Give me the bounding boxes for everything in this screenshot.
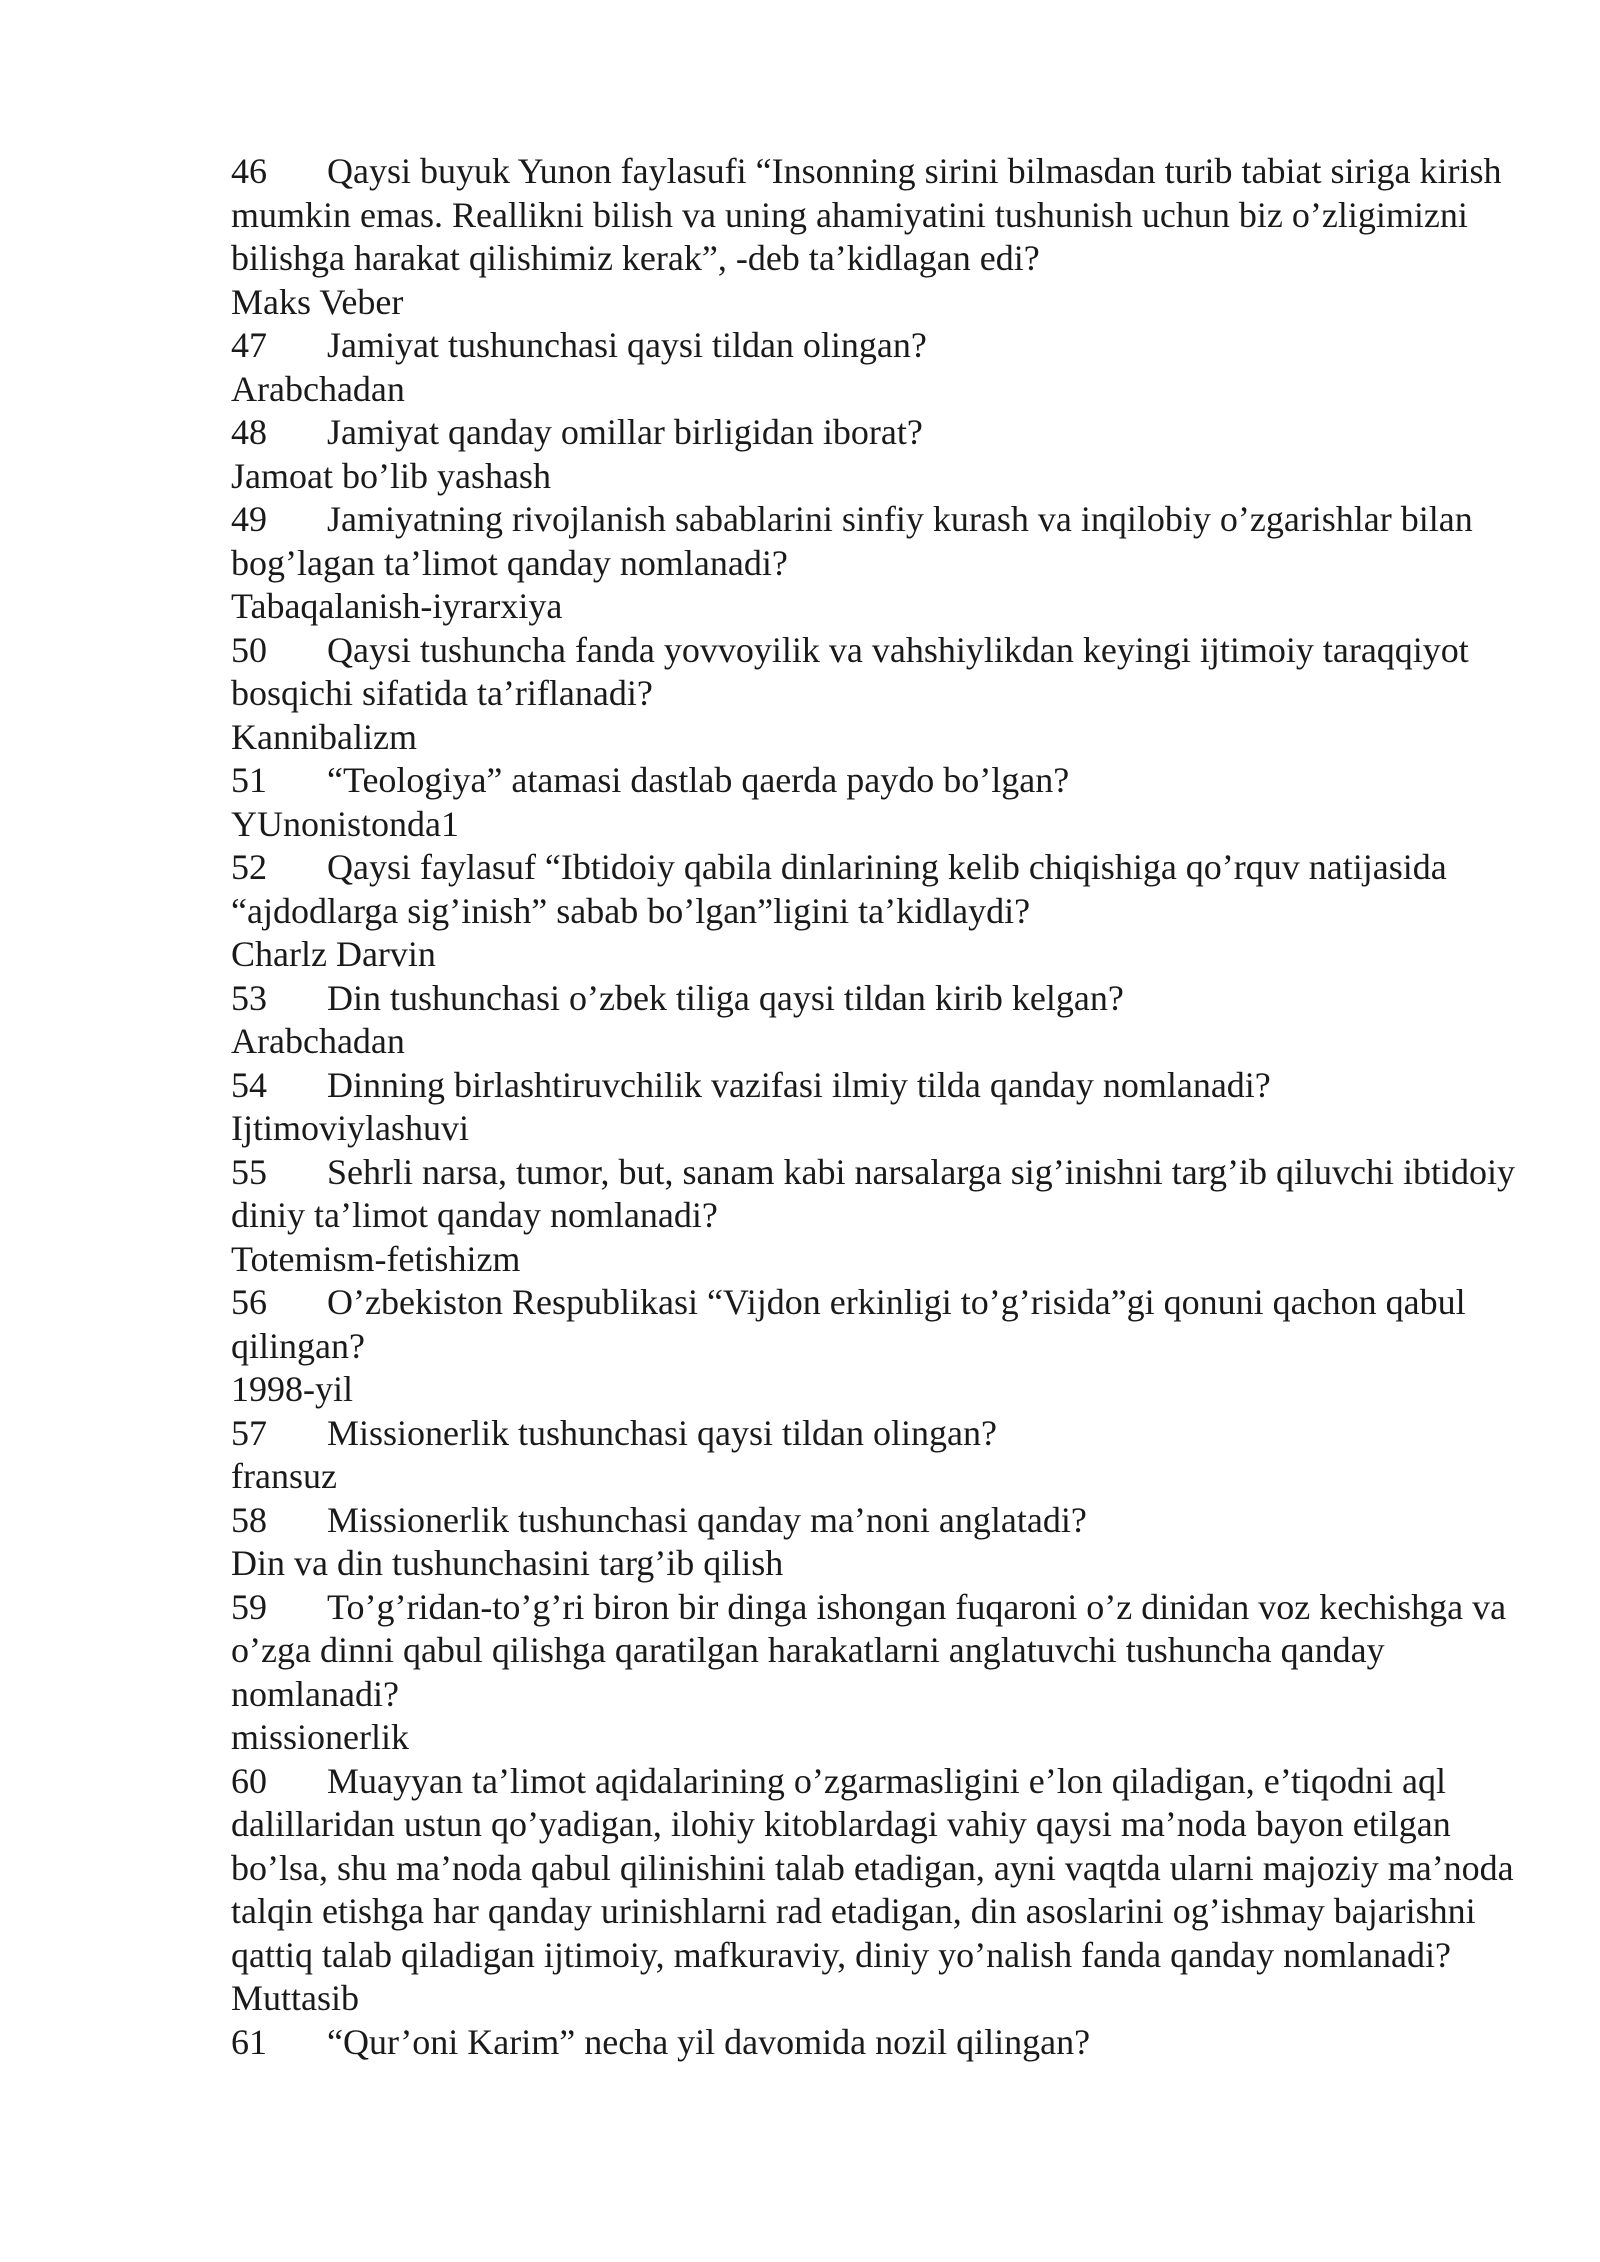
question-body: Qaysi tushuncha fanda yovvoyilik va vahshiylikdan keyingi ijtimoiy taraqqiyot bosqichi sifatida ta’riflanadi? — [231, 629, 1469, 713]
question-text — [231, 1760, 1531, 1978]
quiz-item — [231, 977, 1531, 1064]
question-body: “Teologiya” atamasi dastlab qaerda paydo bo’lgan? — [327, 760, 1070, 800]
question-text — [231, 629, 1531, 716]
quiz-item — [231, 150, 1531, 324]
quiz-item — [231, 411, 1531, 498]
question-text — [231, 150, 1531, 281]
question-number: 50 — [231, 629, 267, 670]
question-text — [231, 2021, 1531, 2065]
answer-text: 1998-yil — [231, 1369, 353, 1409]
question-body: Din tushunchasi o’zbek tiliga qaysi tildan kirib kelgan? — [327, 977, 1124, 1018]
question-number: 46 — [231, 151, 267, 191]
quiz-item — [231, 846, 1531, 977]
quiz-item — [231, 1281, 1531, 1412]
quiz-item — [231, 629, 1531, 760]
answer-text: Totemism-fetishizm — [231, 1238, 521, 1279]
question-body: Qaysi faylasuf “Ibtidoiy qabila dinlarining kelib chiqishiga qo’rquv natijasida “ajdodlarga sig’inish” sabab bo’lgan”ligini ta’kidlaydi? — [231, 847, 1447, 931]
question-number: 53 — [231, 977, 267, 1018]
quiz-item — [231, 1586, 1531, 1760]
question-number: 52 — [231, 847, 267, 887]
answer-text: Charlz Darvin — [231, 934, 436, 974]
answer-text: Kannibalizm — [231, 716, 417, 757]
question-text — [231, 411, 1531, 455]
question-body: Jamiyatning rivojlanish sabablarini sinfiy kurash va inqilobiy o’zgarishlar bilan bog’lagan ta’limot qanday nomlanadi? — [231, 499, 1473, 583]
question-number: 51 — [231, 760, 267, 800]
question-number: 49 — [231, 499, 267, 539]
question-text — [231, 846, 1531, 933]
quiz-item — [231, 2021, 1531, 2065]
answer-text: Muttasib — [231, 1978, 360, 2018]
question-number: 59 — [231, 1586, 267, 1627]
question-text — [231, 1151, 1531, 1238]
quiz-item — [231, 1412, 1531, 1499]
answer-text: Arabchadan — [231, 368, 405, 409]
question-number: 61 — [231, 2021, 267, 2062]
question-text — [231, 759, 1531, 803]
answer-text: YUnonistonda1 — [231, 803, 459, 844]
answer-text: Arabchadan — [231, 1021, 405, 1061]
answer-text: Maks Veber — [231, 281, 404, 322]
question-body: Jamiyat qanday omillar birligidan iborat? — [327, 412, 923, 452]
question-number: 54 — [231, 1064, 267, 1105]
question-text — [231, 1064, 1531, 1108]
quiz-item — [231, 498, 1531, 629]
quiz-item — [231, 1499, 1531, 1586]
question-body: “Qur’oni Karim” necha yil davomida nozil qilingan? — [327, 2021, 1091, 2062]
answer-text: missionerlik — [231, 1717, 409, 1757]
answer-text: Jamoat bo’lib yashash — [231, 455, 551, 496]
question-body: Muayyan ta’limot aqidalarining o’zgarmasligini e’lon qiladigan, e’tiqodni aql dalillaridan ustun qo’yadigan, ilohiy kitoblardagi vahiy qaysi ma’noda bayon etilgan bo’lsa, shu ma’noda qabul qilinishini talab etadigan, ayni vaqtda ularni majoziy ma’noda talqin etishga har qanday urinishlarni rad etadigan, din asoslarini og’ishmay bajarishni qattiq talab qiladigan ijtimoiy, mafkuraviy, diniy yo’nalish fanda qanday nomlanadi? — [231, 1760, 1514, 1975]
question-text — [231, 1586, 1531, 1717]
question-body: Missionerlik tushunchasi qaysi tildan olingan? — [327, 1412, 997, 1453]
question-number: 57 — [231, 1412, 267, 1453]
quiz-item — [231, 1064, 1531, 1151]
question-number: 56 — [231, 1282, 267, 1322]
quiz-item — [231, 1151, 1531, 1282]
question-text — [231, 324, 1531, 368]
question-number: 55 — [231, 1151, 267, 1192]
question-text — [231, 498, 1531, 585]
document-page — [231, 150, 1531, 2064]
question-text — [231, 1412, 1531, 1456]
answer-text: Ijtimoviylashuvi — [231, 1108, 469, 1148]
question-body: Dinning birlashtiruvchilik vazifasi ilmiy tilda qanday nomlanadi? — [327, 1064, 1271, 1105]
question-number: 47 — [231, 325, 267, 365]
question-number: 58 — [231, 1499, 267, 1540]
quiz-item — [231, 324, 1531, 411]
quiz-item — [231, 1760, 1531, 2021]
answer-text: Tabaqalanish-iyrarxiya — [231, 586, 563, 626]
question-number: 60 — [231, 1760, 267, 1801]
quiz-item — [231, 759, 1531, 846]
question-text — [231, 1499, 1531, 1543]
question-body: Missionerlik tushunchasi qanday ma’noni anglatadi? — [327, 1499, 1087, 1540]
question-body: To’g’ridan-to’g’ri biron bir dinga ishongan fuqaroni o’z dinidan voz kechishga va o’zga dinni qabul qilishga qaratilgan harakatlarni anglatuvchi tushuncha qanday nomlanadi? — [231, 1586, 1507, 1714]
question-body: Sehrli narsa, tumor, but, sanam kabi narsalarga sig’inishni targ’ib qiluvchi ibtidoiy diniy ta’limot qanday nomlanadi? — [231, 1151, 1516, 1235]
question-number: 48 — [231, 412, 267, 452]
question-text — [231, 977, 1531, 1021]
question-body: Jamiyat tushunchasi qaysi tildan olingan? — [327, 325, 927, 365]
answer-text: fransuz — [231, 1456, 337, 1496]
question-body: Qaysi buyuk Yunon faylasufi “Insonning sirini bilmasdan turib tabiat siriga kirish mumkin emas. Reallikni bilish va uning ahamiyatini tushunish uchun biz o’zligimizni bilishga harakat qilishimiz kerak”, -deb ta’kidlagan edi? — [231, 151, 1502, 278]
answer-text: Din va din tushunchasini targ’ib qilish — [231, 1543, 784, 1583]
question-body: O’zbekiston Respublikasi “Vijdon erkinligi to’g’risida”gi qonuni qachon qabul qilingan? — [231, 1282, 1466, 1366]
question-text — [231, 1281, 1531, 1368]
